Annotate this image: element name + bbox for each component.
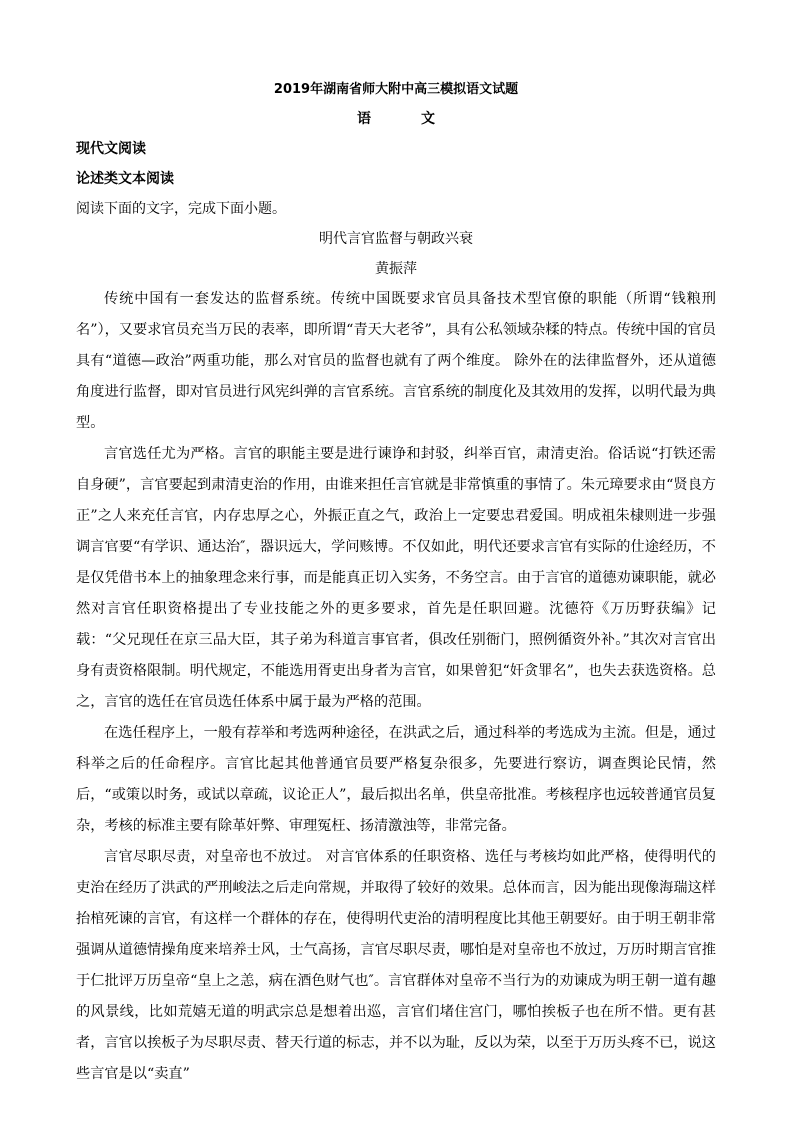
section-heading-modern-reading: 现代文阅读 [76, 141, 146, 157]
document-page [76, 80, 716, 1090]
exam-title: 2019年湖南省师大附中高三模拟语文试题 [273, 82, 519, 97]
subject-heading: 语文 [357, 111, 485, 127]
section-heading-argumentative: 论述类文本阅读 [76, 171, 174, 187]
article-paragraph: 在选任程序上，一般有荐举和考选两种途径，在洪武之后，通过科举的考选成为主流。但是，通过科举之后的任命程序。言官比起其他普通官员要严格复杂很多，先要进行察访，调查舆论民情，然后，“或策以时务，或试以章疏，议论正人”，最后拟出名单，供皇帝批准。考核程序也远较普通官员复杂，考核的标准主要有除革奸弊、审理冤枉、扬清激浊等，非常完备。 [76, 725, 716, 834]
article-title: 明代言官监督与朝政兴衰 [319, 231, 473, 247]
article-author: 黄振萍 [375, 261, 417, 277]
article-paragraph: 言官选任尤为严格。言官的职能主要是进行谏诤和封驳，纠举百官，肃清吏治。俗话说“打铁还需自身硬”，言官要起到肃清吏治的作用，由谁来担任言官就是非常慎重的事情了。朱元璋要求由“贤良方正”之人来充任言官，内存忠厚之心，外振正直之气，政治上一定要忠君爱国。明成祖朱棣则进一步强调言官要“有学识、通达治″，器识远大，学问赅博。不仅如此，明代还要求言官有实际的仕途经历，不是仅凭借书本上的抽象理念来行事，而是能真正切入实务，不务空言。由于言官的道德劝谏职能，就必然对言官任职资格提出了专业技能之外的更多要求，首先是任职回避。沈德符《万历野获编》记载：“父兄现任在京三品大臣，其子弟为科道言事官者，俱改任别衙门，照例循资外补。”其次对言官出身有责资格限制。明代规定，不能选用胥吏出身者为言官，如果曾犯“奸贪罪名”，也失去获选资格。总之，言官的选任在官员选任体系中属于最为严格的范围。 [76, 446, 716, 710]
article-paragraph: 传统中国有一套发达的监督系统。传统中国既要求官员具备技术型官僚的职能（所谓“钱粮刑名”），又要求官员充当万民的表率，即所谓“青天大老爷”，具有公私领域杂糅的特点。传统中国的官员具有“道德—政治”两重功能，那么对官员的监督也就有了两个维度。 除外在的法律监督外，还从道德角度进行监督，即对官员进行风宪纠弹的言官系统。言官系统的制度化及其效用的发挥，以明代最为典型。 [76, 291, 716, 431]
article-paragraph: 言官尽职尽责，对皇帝也不放过。 对言官体系的任职资格、选任与考核均如此严格，使得明代的吏治在经历了洪武的严刑峻法之后走向常规，并取得了较好的效果。总体而言，因为能出现像海瑞这样抬棺死谏的言官，有这样一个群体的存在，使得明代吏治的清明程度比其他王朝要好。由于明王朝非常强调从道德情操角度来培养士风，士气高扬，言官尽职尽责，哪怕是对皇帝也不放过，万历时期言官推于仁批评万历皇帝“皇上之恙，病在酒色财气也″。言官群体对皇帝不当行为的劝谏成为明王朝一道有趣的风景线，比如荒嬉无道的明武宗总是想着出巡，言官们堵住宫门，哪怕挨板子也在所不惜。更有甚者，言官以挨板子为尽职尽责、替天行道的标志，并不以为耻，反以为荣，以至于万历头疼不已，说这些言官是以“卖直” [76, 849, 716, 1082]
reading-instruction: 阅读下面的文字，完成下面小题。 [76, 201, 286, 217]
